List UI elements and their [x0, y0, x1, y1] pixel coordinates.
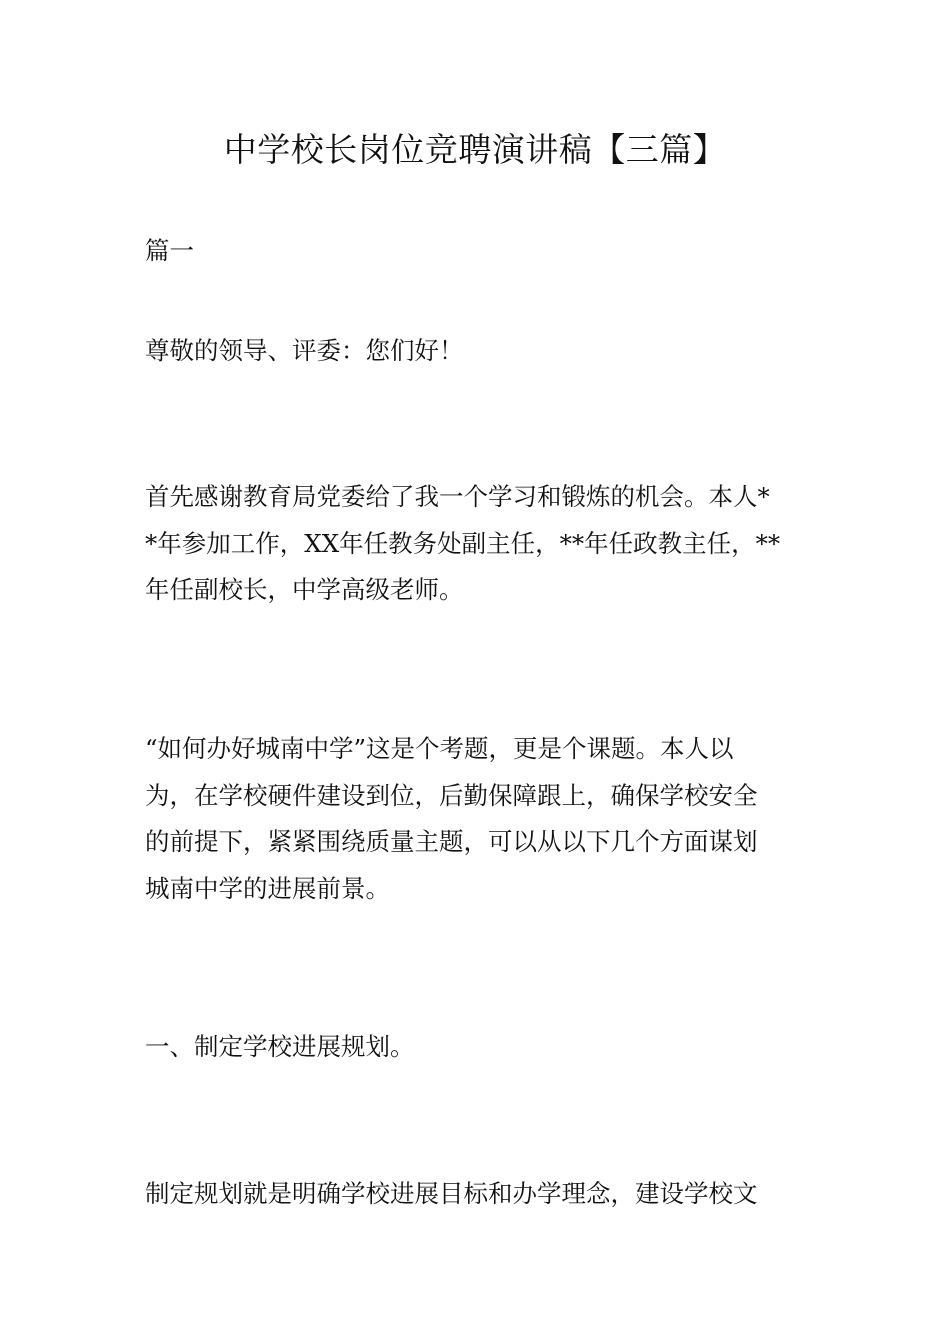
paragraph-intro [145, 474, 811, 614]
paragraph-line: 首先感谢教育局党委给了我一个学习和锻炼的机会。本人* [145, 482, 770, 511]
paragraph-line: 制定规划就是明确学校进展目标和办学理念，建设学校文 [145, 1179, 758, 1208]
paragraph-line: 为，在学校硬件建设到位，后勤保障跟上，确保学校安全 [145, 780, 758, 810]
paragraph-line: “如何办好城南中学”这是个考题，更是个课题。本人以 [145, 734, 734, 763]
paragraph-line: 的前提下，紧紧围绕质量主题，可以从以下几个方面谋划 [145, 827, 758, 856]
paragraph-plan [145, 1171, 811, 1218]
paragraph-line: *年参加工作，XX年任教务处副主任，**年任政教主任，** [145, 528, 781, 558]
greeting: 尊敬的领导、评委：您们好！ [145, 336, 464, 365]
document-title: 中学校长岗位竞聘演讲稿【三篇】 [223, 130, 727, 169]
paragraph-line: 年任副校长，中学高级老师。 [145, 575, 464, 604]
section-heading: 一、制定学校进展规划。 [145, 1032, 415, 1061]
section-label: 篇一 [145, 236, 194, 265]
paragraph-topic [145, 726, 811, 912]
paragraph-line: 城南中学的进展前景。 [145, 873, 390, 903]
